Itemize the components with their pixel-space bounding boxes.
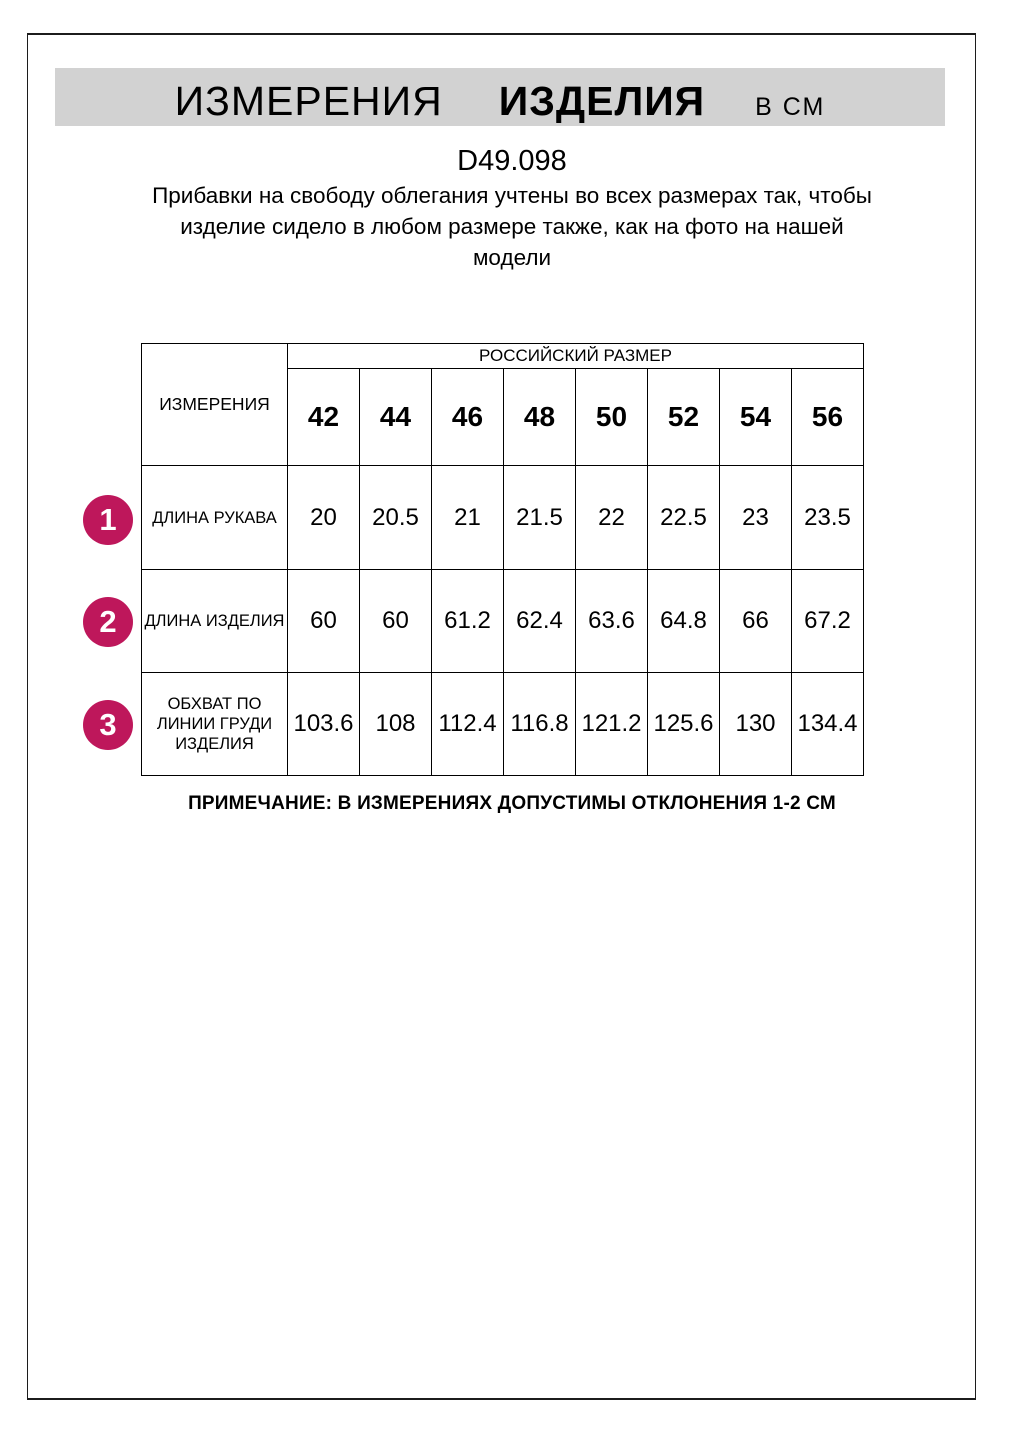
cell-value: 62.4 (504, 570, 576, 673)
size-header: 48 (504, 369, 576, 466)
cell-value: 22 (576, 466, 648, 570)
cell-value: 20 (288, 466, 360, 570)
size-header: 52 (648, 369, 720, 466)
cell-value: 67.2 (792, 570, 864, 673)
cell-value: 116.8 (504, 673, 576, 776)
cell-value: 60 (360, 570, 432, 673)
cell-value: 60 (288, 570, 360, 673)
cell-value: 134.4 (792, 673, 864, 776)
table-row (142, 466, 864, 570)
size-header: 44 (360, 369, 432, 466)
cell-value: 61.2 (432, 570, 504, 673)
size-header: 54 (720, 369, 792, 466)
cell-value: 108 (360, 673, 432, 776)
cell-value: 23.5 (792, 466, 864, 570)
size-header: 42 (288, 369, 360, 466)
title-unit-cm: В СМ (755, 93, 826, 121)
cell-value: 22.5 (648, 466, 720, 570)
row-number-badge-1: 1 (83, 495, 133, 545)
row-label-chest-girth: ОБХВАТ ПО ЛИНИИ ГРУДИ ИЗДЕЛИЯ (142, 673, 288, 776)
cell-value: 121.2 (576, 673, 648, 776)
cell-value: 23 (720, 466, 792, 570)
fit-description-line: модели (472, 245, 552, 270)
cell-value: 66 (720, 570, 792, 673)
cell-value: 103.6 (288, 673, 360, 776)
tolerance-note: ПРИМЕЧАНИЕ: В ИЗМЕРЕНИЯХ ДОПУСТИМЫ ОТКЛОНЕНИЯ 1-2 СМ (188, 793, 836, 814)
size-header: 46 (432, 369, 504, 466)
table-row (142, 673, 864, 776)
table-corner-header: ИЗМЕРЕНИЯ (142, 344, 288, 466)
row-number-badge-2: 2 (83, 597, 133, 647)
cell-value: 64.8 (648, 570, 720, 673)
row-label-garment-length: ДЛИНА ИЗДЕЛИЯ (142, 570, 288, 673)
size-table (141, 343, 864, 776)
fit-description (0, 180, 1024, 273)
product-code: D49.098 (457, 145, 567, 177)
cell-value: 63.6 (576, 570, 648, 673)
title-bar (55, 68, 945, 126)
size-header: 56 (792, 369, 864, 466)
row-number-badge-3: 3 (83, 700, 133, 750)
cell-value: 112.4 (432, 673, 504, 776)
cell-value: 125.6 (648, 673, 720, 776)
fit-description-line: Прибавки на свободу облегания учтены во всех размерах так, чтобы (152, 183, 872, 208)
table-group-header: РОССИЙСКИЙ РАЗМЕР (288, 344, 864, 369)
cell-value: 130 (720, 673, 792, 776)
table-row (142, 570, 864, 673)
cell-value: 21.5 (504, 466, 576, 570)
cell-value: 20.5 (360, 466, 432, 570)
size-header: 50 (576, 369, 648, 466)
title-word-measurements: ИЗМЕРЕНИЯ (174, 78, 443, 124)
cell-value: 21 (432, 466, 504, 570)
row-label-sleeve-length: ДЛИНА РУКАВА (142, 466, 288, 570)
fit-description-line: изделие сидело в любом размере также, как на фото на нашей (180, 214, 844, 239)
title-word-product: ИЗДЕЛИЯ (498, 78, 706, 124)
